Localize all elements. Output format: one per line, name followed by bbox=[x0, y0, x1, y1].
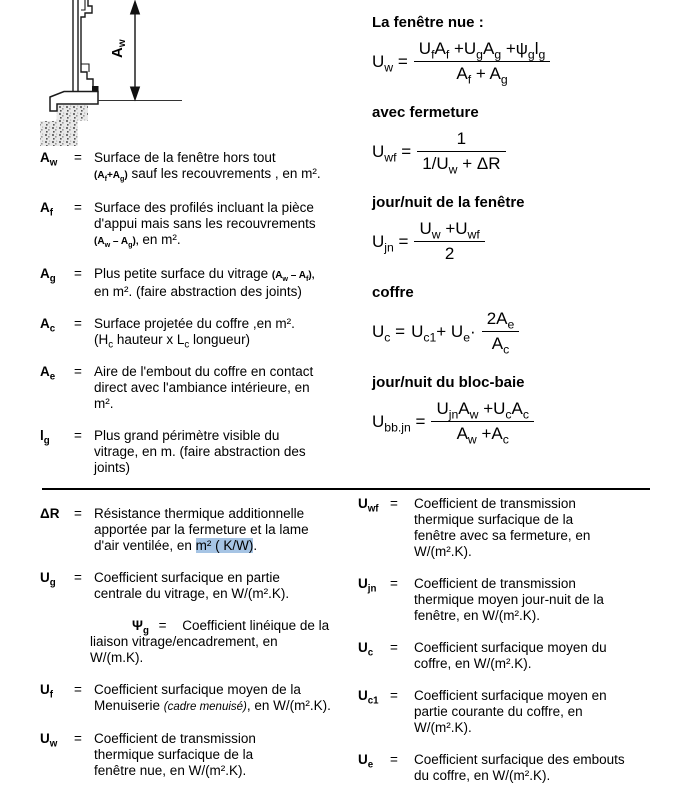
formula-expression bbox=[372, 309, 687, 357]
symbol-label: ΔR bbox=[40, 506, 60, 521]
fraction bbox=[414, 39, 551, 87]
symbol-label: $U_{c1}$ bbox=[358, 688, 379, 707]
formula-prefix-term: $U_{c1}+ U_e\cdot$ bbox=[411, 321, 476, 344]
definition-text: Coefficient surfacique moyen de la Menuiserie (cadre menuisé), en W/(m².K). bbox=[94, 682, 331, 713]
definition-text: Coefficient de transmission thermique surfacique de la fenêtre nue, en W/(m².K). bbox=[94, 731, 256, 778]
definition-row bbox=[358, 496, 688, 560]
definition-row bbox=[40, 682, 350, 715]
equals-sign: = bbox=[74, 200, 82, 215]
symbol-label: $U_{wf}$ bbox=[358, 496, 379, 515]
symbol-label: $U_f$ bbox=[40, 682, 53, 701]
formula-heading: coffre bbox=[372, 284, 414, 301]
dimension-arrow bbox=[131, 1, 140, 100]
frame-foot-fill bbox=[92, 86, 99, 92]
definition-row bbox=[40, 200, 350, 250]
fraction-denominator: 2 bbox=[414, 241, 484, 264]
formula-section bbox=[372, 284, 687, 357]
definition-text: Surface projetée du coffre ,en m². ($H_c$ hauteur x $L_c$ longueur) bbox=[94, 316, 295, 351]
symbol-label: $U_{jn}$ bbox=[358, 576, 377, 595]
formula-expression bbox=[372, 129, 687, 177]
symbol-label: $A_e$ bbox=[40, 364, 56, 383]
definitions-bottom-right bbox=[358, 496, 688, 800]
symbol-label: $l_g$ bbox=[40, 428, 50, 447]
definition-text: Plus grand périmètre visible du vitrage, en m. (faire abstraction des joints) bbox=[94, 428, 306, 475]
fraction-denominator: $1/U_w + \Delta R$ bbox=[417, 151, 505, 174]
masonry-hatch bbox=[40, 105, 88, 146]
fraction-denominator: $A_c$ bbox=[482, 331, 520, 354]
formula-expression bbox=[372, 219, 687, 264]
formula-section bbox=[372, 14, 687, 87]
symbol-label: $U_w$ bbox=[40, 731, 58, 750]
equals-sign: = bbox=[74, 682, 82, 697]
definition-row bbox=[40, 428, 350, 476]
equals-sign: = bbox=[74, 150, 82, 165]
formula-heading: jour/nuit du bloc-baie bbox=[372, 374, 525, 391]
definition-row bbox=[40, 266, 350, 300]
equals-sign: = bbox=[74, 506, 82, 521]
window-section-diagram bbox=[30, 0, 215, 150]
definitions-bottom-left bbox=[40, 506, 350, 795]
equals-sign: = bbox=[74, 731, 82, 746]
fraction-numerator: $U_fA_f +U_gA_g +\psi_gl_g$ bbox=[418, 39, 546, 62]
fraction bbox=[482, 309, 520, 357]
formula-lhs: $U_c$ = bbox=[372, 321, 406, 344]
fraction-denominator: $A_w +A_c$ bbox=[431, 421, 534, 444]
definition-text: Coefficient de transmission thermique surfacique de la fenêtre avec sa fermeture, en W/(m².K). bbox=[414, 496, 591, 559]
symbol-label: $A_f$ bbox=[40, 200, 53, 219]
equals-sign: = bbox=[74, 570, 82, 585]
equals-sign: = bbox=[74, 266, 82, 281]
symbol-label: $U_g$ bbox=[40, 570, 56, 589]
frame-profile bbox=[73, 0, 98, 92]
definition-row bbox=[90, 618, 350, 666]
formula-heading: La fenêtre nue : bbox=[372, 14, 484, 31]
equals-sign: = bbox=[74, 316, 82, 331]
definition-text: Surface de la fenêtre hors tout $(A_f+A_g)$ sauf les recouvrements , en m². bbox=[94, 150, 321, 183]
equals-sign: = bbox=[158, 618, 167, 633]
formula-expression bbox=[372, 399, 687, 447]
definition-text: Coefficient de transmission thermique moyen jour-nuit de la fenêtre, en W/(m².K). bbox=[414, 576, 604, 623]
fraction-numerator: $U_{jn}A_w +U_cA_c$ bbox=[436, 399, 529, 422]
definition-row bbox=[358, 640, 688, 672]
definition-text: Résistance thermique additionnelle apportée par la fermeture et la lame d'air ventilée, en m² ( K/W). bbox=[94, 506, 309, 553]
symbol-label: $U_e$ bbox=[358, 752, 374, 771]
formula-lhs: $U_{bb.jn}$ = bbox=[372, 411, 426, 434]
definition-row bbox=[40, 150, 350, 184]
fraction-numerator: $U_w +U_{wf}$ bbox=[419, 219, 480, 242]
equals-sign: = bbox=[390, 640, 398, 655]
fraction bbox=[431, 399, 534, 447]
equals-sign: = bbox=[390, 576, 398, 591]
definition-text: Surface des profilés incluant la pièce d'appui mais sans les recouvrements $(A_w - A_g)$, en m². bbox=[94, 200, 316, 249]
definition-row bbox=[358, 688, 688, 736]
equals-sign: = bbox=[390, 688, 398, 703]
formula-heading: jour/nuit de la fenêtre bbox=[372, 194, 525, 211]
equals-sign: = bbox=[390, 496, 398, 511]
definition-text: Coefficient surfacique des embouts du coffre, en W/(m².K). bbox=[414, 752, 625, 783]
formula-lhs: $U_{wf}$ = bbox=[372, 141, 412, 164]
definition-row bbox=[358, 576, 688, 624]
symbol-label: $A_w$ bbox=[40, 150, 58, 169]
formula-expression bbox=[372, 39, 687, 87]
fraction bbox=[417, 129, 505, 177]
definition-text: Plus petite surface du vitrage $(A_w - A_f)$, en m². (faire abstraction des joints) bbox=[94, 266, 315, 299]
formulas-panel bbox=[372, 14, 687, 464]
definition-text: Coefficient surfacique en partie centrale du vitrage, en W/(m².K). bbox=[94, 570, 290, 601]
definition-row bbox=[40, 364, 350, 412]
definition-row bbox=[40, 316, 350, 351]
definition-row bbox=[40, 506, 350, 554]
definitions-top bbox=[40, 150, 350, 492]
formula-section bbox=[372, 104, 687, 177]
formula-section bbox=[372, 374, 687, 447]
fraction-denominator: $A_f + A_g$ bbox=[414, 61, 551, 84]
formula-section bbox=[372, 194, 687, 264]
definition-text: Coefficient linéique de la liaison vitrage/encadrement, en W/(m.K). bbox=[90, 618, 330, 665]
definition-row bbox=[40, 731, 350, 779]
symbol-label: $A_g$ bbox=[40, 266, 56, 285]
formula-lhs: $U_w$ = bbox=[372, 51, 408, 74]
fraction-numerator: $2A_e$ bbox=[486, 309, 515, 332]
fraction bbox=[414, 219, 484, 264]
symbol-label: $U_c$ bbox=[358, 640, 374, 659]
formula-heading: avec fermeture bbox=[372, 104, 479, 121]
equals-sign: = bbox=[74, 364, 82, 379]
section-divider bbox=[42, 488, 650, 490]
dimension-label: $A_w$ bbox=[109, 39, 128, 58]
equals-sign: = bbox=[390, 752, 398, 767]
definition-row bbox=[40, 570, 350, 602]
definition-text: Coefficient surfacique moyen du coffre, en W/(m².K). bbox=[414, 640, 607, 671]
definition-row bbox=[358, 752, 688, 784]
definition-text: Coefficient surfacique moyen en partie courante du coffre, en W/(m².K). bbox=[414, 688, 607, 735]
definition-text: Aire de l'embout du coffre en contact direct avec l'ambiance intérieure, en m². bbox=[94, 364, 314, 411]
equals-sign: = bbox=[74, 428, 82, 443]
symbol-label: $\Psi_g$ bbox=[132, 618, 149, 637]
formula-lhs: $U_{jn}$ = bbox=[372, 231, 409, 254]
symbol-label: $A_c$ bbox=[40, 316, 56, 335]
fraction-numerator: 1 bbox=[456, 129, 467, 148]
